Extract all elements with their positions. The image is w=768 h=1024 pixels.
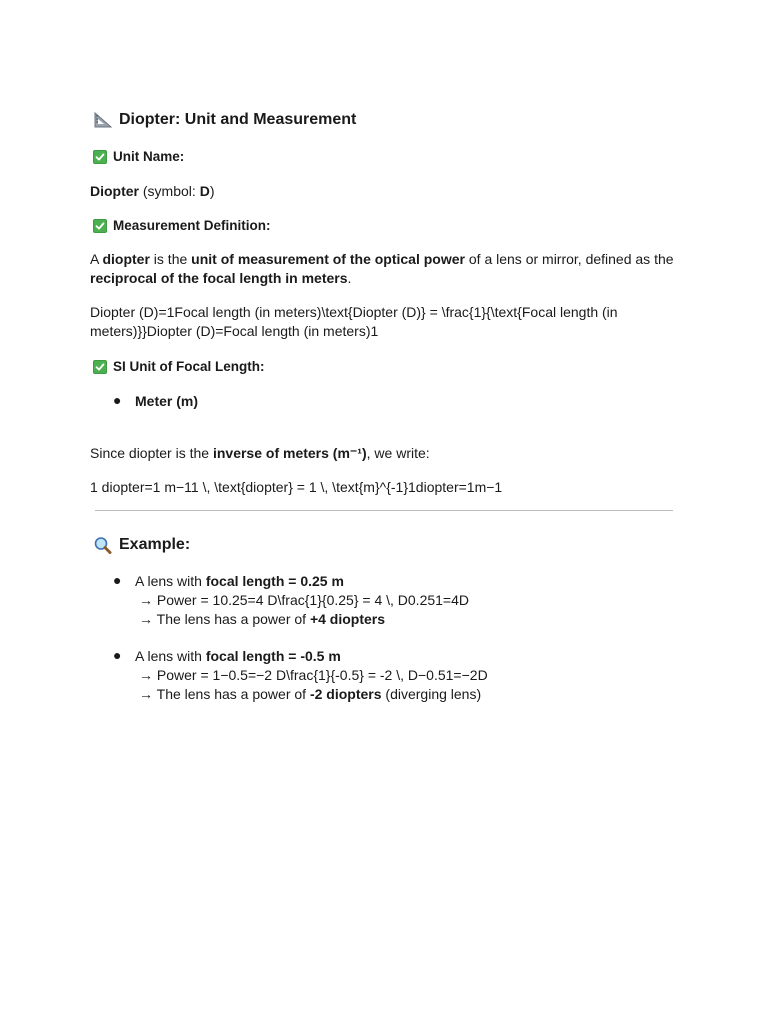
magnifying-glass-icon xyxy=(93,536,113,554)
unit-name-heading: Unit Name: xyxy=(93,149,184,164)
check-mark-button-icon xyxy=(93,150,107,164)
unit-name-value: Diopter (symbol: D) xyxy=(90,183,215,199)
bullet-dot: ● xyxy=(113,647,122,663)
check-mark-button-icon xyxy=(93,219,107,233)
example-item-2-line1: A lens with focal length = -0.5 m xyxy=(135,648,341,664)
definition-paragraph-line1: A diopter is the unit of measurement of the optical power of a lens or mirror, defined as the xyxy=(90,251,674,267)
measurement-definition-heading: Measurement Definition: xyxy=(93,218,271,233)
example-item-2-line3: → The lens has a power of -2 diopters (diverging lens) xyxy=(139,686,482,702)
example-heading: Example: xyxy=(93,536,190,554)
si-unit-heading: SI Unit of Focal Length: xyxy=(93,359,265,374)
si-unit-item: Meter (m) xyxy=(135,393,199,409)
title-text: Diopter: Unit and Measurement xyxy=(119,111,357,128)
inverse-meters-formula: 1 diopter=1 m−11 \, \text{diopter} = 1 \, \text{m}^{-1}1diopter=1m−1 xyxy=(90,479,503,495)
definition-paragraph-line2: reciprocal of the focal length in meters. xyxy=(90,270,352,286)
diopter-formula-line1: Diopter (D)=1Focal length (in meters)\text{Diopter (D)} = \frac{1}{\text{Focal length (in xyxy=(90,304,618,320)
diopter-formula-line2: meters)}}Diopter (D)=Focal length (in meters)1 xyxy=(90,323,379,339)
example-item-1-line2: → Power = 10.25=4 D\frac{1}{0.25} = 4 \, D0.251=4D xyxy=(139,592,470,608)
page-title xyxy=(93,111,356,129)
inverse-meters-paragraph: Since diopter is the inverse of meters (m⁻¹), we write: xyxy=(90,445,430,461)
bullet-dot: ● xyxy=(113,392,122,408)
example-item-1-line1: A lens with focal length = 0.25 m xyxy=(135,573,344,589)
triangular-ruler-icon xyxy=(93,111,113,129)
bullet-dot: ● xyxy=(113,572,122,588)
example-item-1-line3: → The lens has a power of +4 diopters xyxy=(139,611,386,627)
check-mark-button-icon xyxy=(93,360,107,374)
section-divider xyxy=(95,510,673,511)
example-item-2-line2: → Power = 1−0.5=−2 D\frac{1}{-0.5} = -2 \, D−0.51=−2D xyxy=(139,667,488,683)
